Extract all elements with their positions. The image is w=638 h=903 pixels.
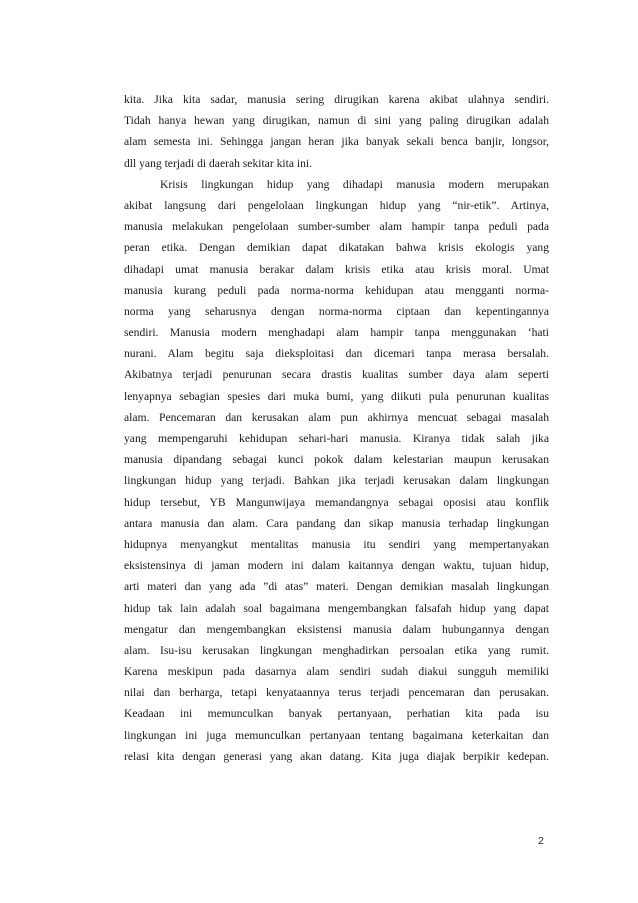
text-line: hidup tersebut, YB Mangunwijaya memandangnya sebagai oposisi atau konflik bbox=[124, 495, 549, 509]
text-line: mengatur dan mengembangkan eksistensi manusia dalam hubungannya dengan bbox=[124, 622, 549, 636]
text-line: lingkungan ini juga memunculkan pertanyaan tentang bagaimana keterkaitan dan bbox=[124, 728, 549, 742]
text-line: Tidah hanya hewan yang dirugikan, namun di sini yang paling dirugikan adalah bbox=[124, 114, 549, 128]
text-line: manusia kurang peduli pada norma-norma kehidupan atau mengganti norma- bbox=[124, 283, 549, 297]
text-line: kita. Jika kita sadar, manusia sering dirugikan karena akibat ulahnya sendiri. bbox=[124, 93, 549, 106]
text-line: lenyapnya sebagian spesies dari muka bumi, yang diikuti pula penurunan kualitas bbox=[124, 389, 549, 403]
text-line: sendiri. Manusia modern menghadapi alam hampir tanpa menggunakan ‘hati bbox=[124, 326, 549, 340]
text-line: manusia dipandang sebagai kunci pokok dalam kelestarian maupun kerusakan bbox=[124, 453, 549, 467]
text-line: akibat langsung dari pengelolaan lingkungan hidup yang “nir-etik”. Artinya, bbox=[124, 198, 549, 212]
text-line: nilai dan berharga, tetapi kenyataannya terus terjadi pencemaran dan perusakan. bbox=[124, 686, 549, 700]
text-line: relasi kita dengan generasi yang akan datang. Kita juga diajak berpikir kedepan. bbox=[124, 749, 549, 763]
text-line: peran etika. Dengan demikian dapat dikatakan bahwa krisis ekologis yang bbox=[124, 241, 549, 255]
text-line: alam semesta ini. Sehingga jangan heran jika banyak sekali benca banjir, longsor, bbox=[124, 135, 549, 149]
text-line: alam. Pencemaran dan kerusakan alam pun akhirnya mencuat sebagai masalah bbox=[124, 410, 549, 424]
text-line: dll yang terjadi di daerah sekitar kita ini. bbox=[124, 156, 313, 170]
text-line: Keadaan ini memunculkan banyak pertanyaan, perhatian kita pada isu bbox=[124, 707, 549, 721]
text-line: norma yang seharusnya dengan norma-norma ciptaan dan kepentingannya bbox=[124, 304, 549, 318]
text-line: yang mempengaruhi kehidupan sehari-hari manusia. Kiranya tidak salah jika bbox=[124, 432, 549, 445]
text-line: Akibatnya terjadi penurunan secara drastis kualitas sumber daya alam seperti bbox=[124, 368, 549, 382]
page-number: 2 bbox=[538, 835, 544, 847]
text-line: manusia melakukan pengelolaan sumber-sumber alam hampir tanpa peduli pada bbox=[124, 220, 549, 234]
text-line: Karena meskipun pada dasarnya alam sendiri sudah diakui sungguh memiliki bbox=[124, 665, 549, 679]
body-text bbox=[124, 89, 549, 767]
text-line: nurani. Alam begitu saja dieksploitasi dan dicemari tanpa merasa bersalah. bbox=[124, 347, 549, 361]
text-line: eksistensinya di jaman modern ini dalam kaitannya dengan waktu, tujuan hidup, bbox=[124, 559, 549, 573]
text-line: lingkungan hidup yang terjadi. Bahkan jika terjadi kerusakan dalam lingkungan bbox=[124, 474, 549, 488]
paragraph-first-line: Krisis lingkungan hidup yang dihadapi manusia modern merupakan bbox=[160, 177, 549, 191]
text-line: arti materi dan yang ada ”di atas” materi. Dengan demikian masalah lingkungan bbox=[124, 580, 549, 594]
text-line: alam. Isu-isu kerusakan lingkungan menghadirkan persoalan etika yang rumit. bbox=[124, 643, 549, 657]
text-line: hidup tak lain adalah soal bagaimana mengembangkan falsafah hidup yang dapat bbox=[124, 601, 549, 615]
text-line: antara manusia dan alam. Cara pandang dan sikap manusia terhadap lingkungan bbox=[124, 516, 549, 530]
text-line: dihadapi umat manusia berakar dalam krisis etika atau krisis moral. Umat bbox=[124, 262, 549, 276]
text-line: hidupnya menyangkut mentalitas manusia itu sendiri yang mempertanyakan bbox=[124, 537, 549, 551]
